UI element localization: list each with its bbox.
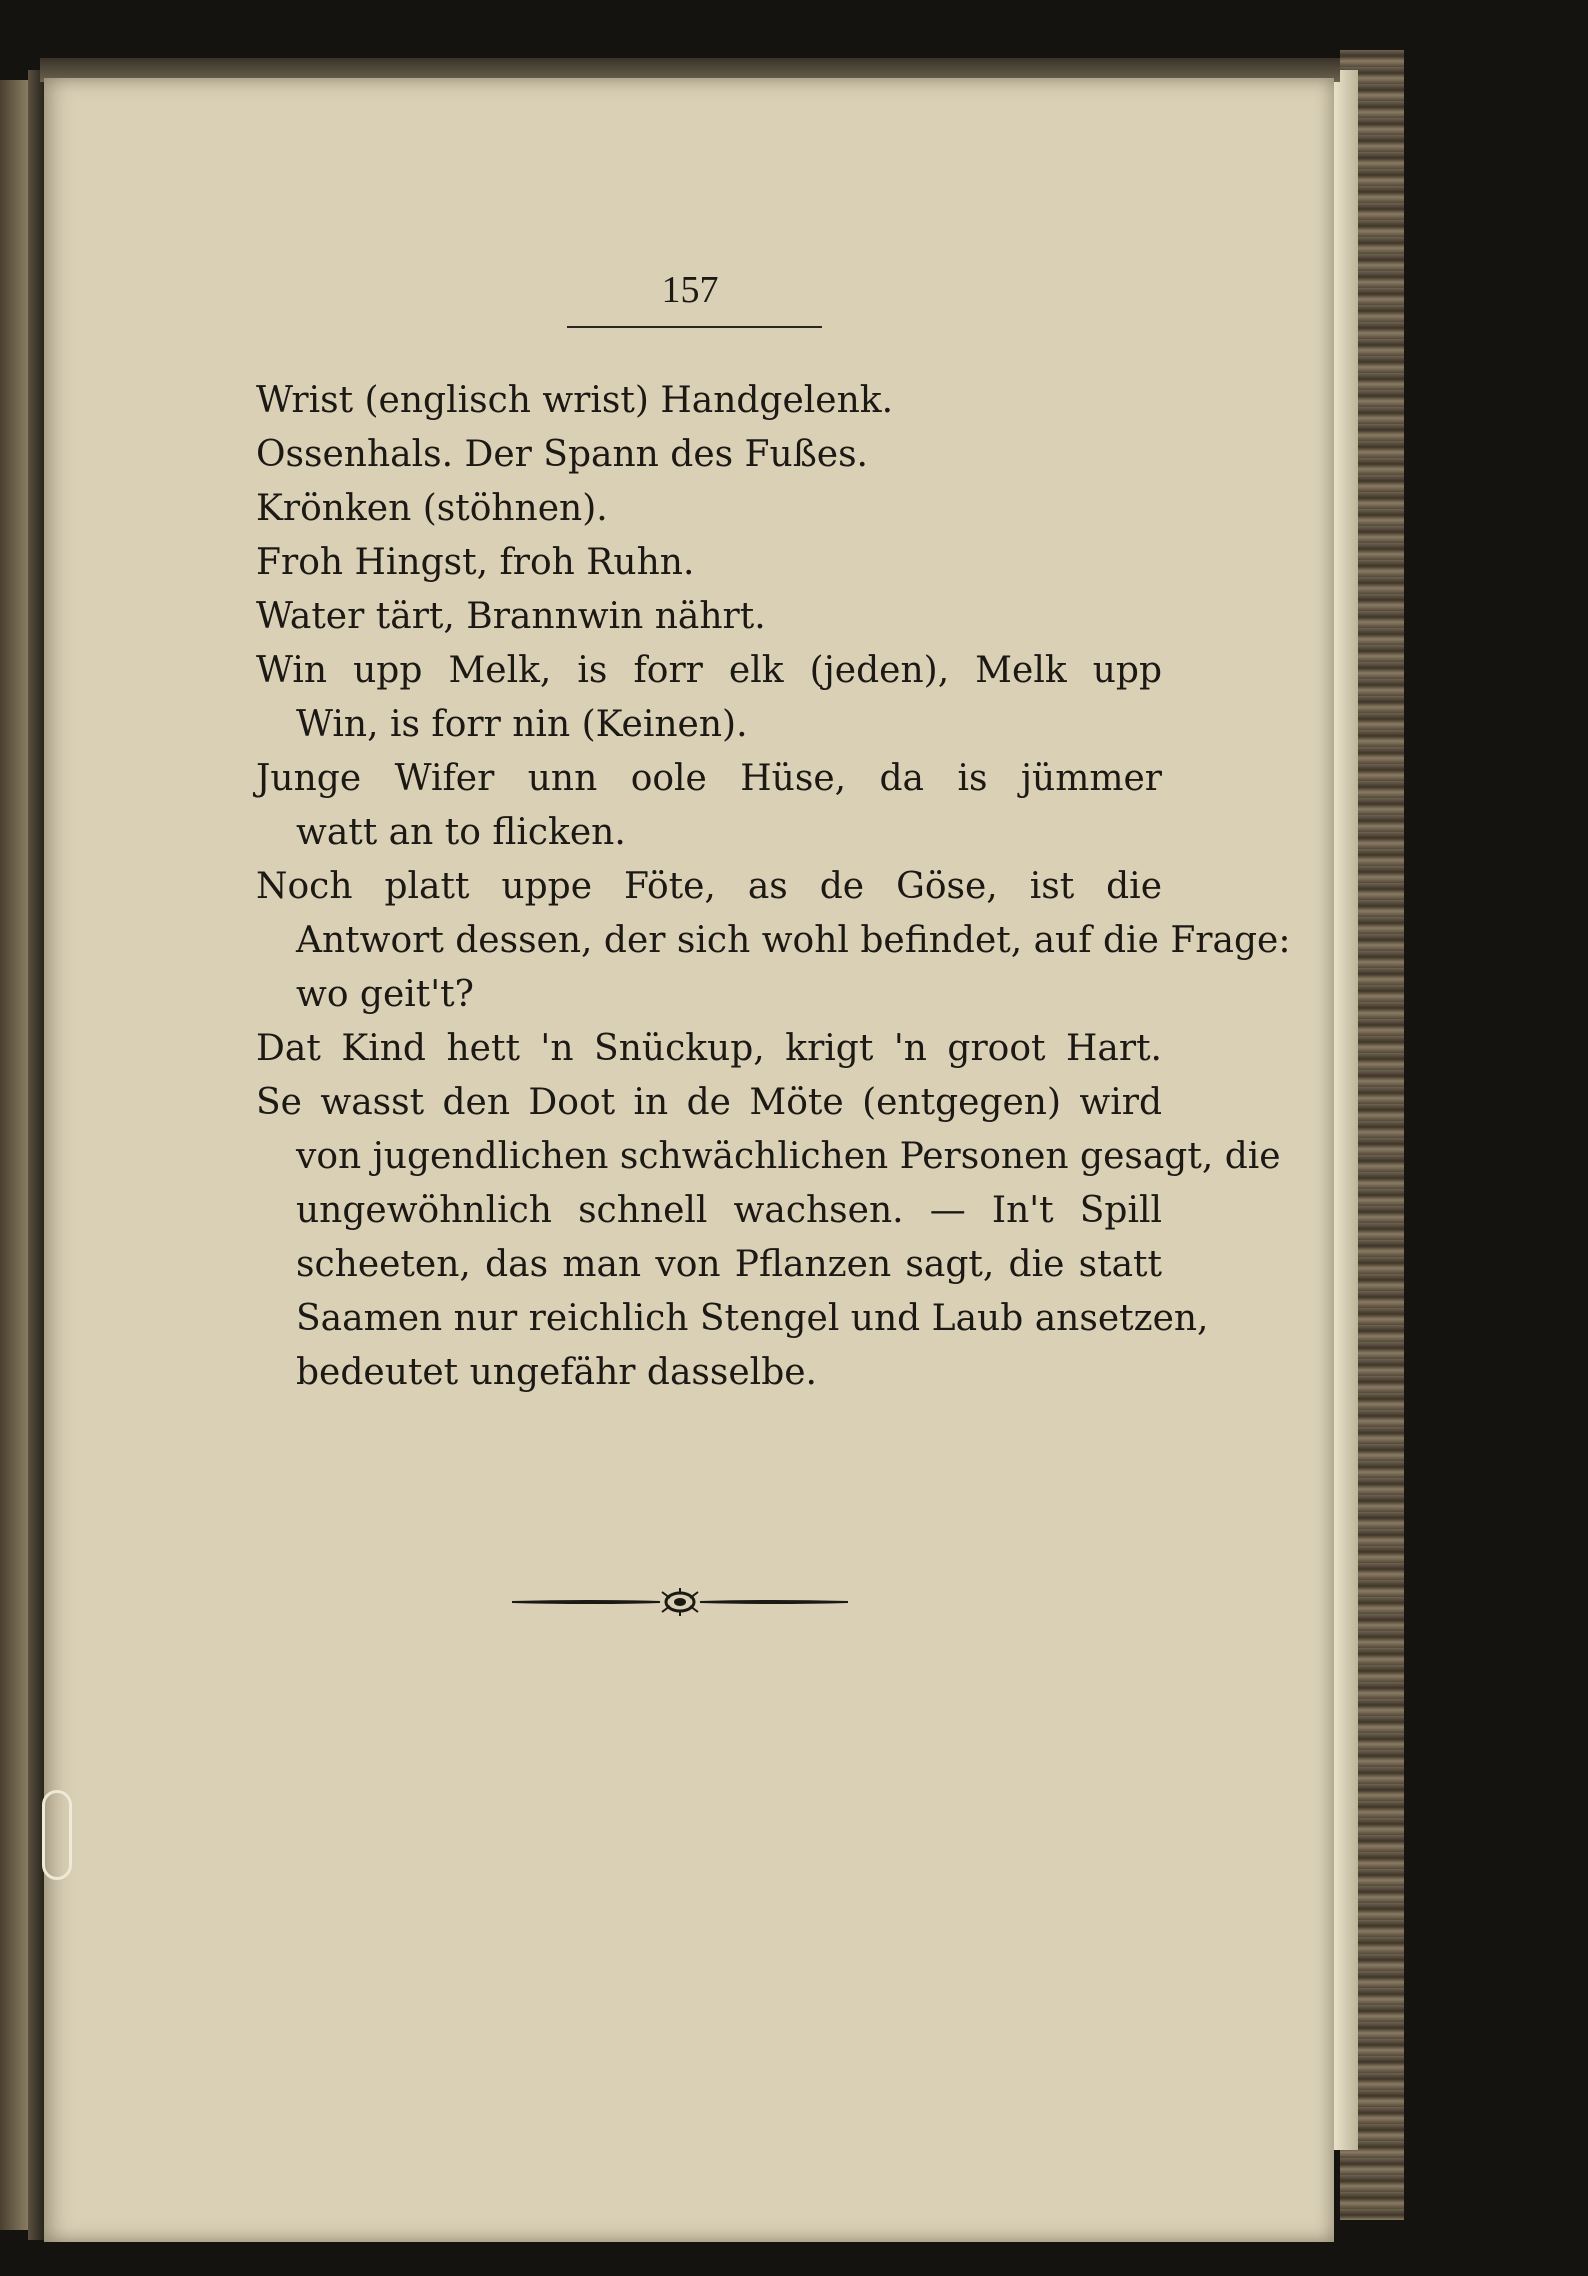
entry-5 bbox=[256, 590, 1162, 644]
ornament-divider-icon bbox=[510, 1582, 850, 1622]
text-line: Ossenhals. Der Spann des Fußes. bbox=[256, 434, 868, 475]
entry-10 bbox=[256, 1076, 1281, 1400]
text-line: wo geit't? bbox=[296, 974, 474, 1015]
text-line: Win, is forr nin (Keinen). bbox=[296, 704, 748, 745]
text-line: scheeten, das man von Pflanzen sagt, die statt bbox=[296, 1244, 1162, 1285]
text-line: bedeutet ungefähr dasselbe. bbox=[296, 1352, 817, 1393]
text-line: Wrist (englisch wrist) Handgelenk. bbox=[256, 380, 894, 421]
header-rule bbox=[567, 326, 822, 328]
text-line: Froh Hingst, froh Ruhn. bbox=[256, 542, 695, 583]
entry-2 bbox=[256, 428, 1162, 482]
text-line: ungewöhnlich schnell wachsen. — In't Spill bbox=[296, 1190, 1162, 1231]
entry-7 bbox=[256, 752, 1162, 860]
text-line: Krönken (stöhnen). bbox=[256, 488, 608, 529]
entry-9 bbox=[256, 1022, 1162, 1076]
text-line: Saamen nur reichlich Stengel und Laub ansetzen, bbox=[296, 1298, 1209, 1339]
text-line: Se wasst den Doot in de Möte (entgegen) wird bbox=[256, 1082, 1162, 1123]
entry-3 bbox=[256, 482, 1162, 536]
entry-6 bbox=[256, 644, 1162, 752]
text-line: von jugendlichen schwächlichen Personen gesagt, die bbox=[296, 1136, 1281, 1177]
entry-8 bbox=[256, 860, 1291, 1022]
text-line: Water tärt, Brannwin nährt. bbox=[256, 596, 766, 637]
page-text bbox=[256, 374, 1291, 1400]
entry-1 bbox=[256, 374, 1162, 428]
text-line: Junge Wifer unn oole Hüse, da is jümmer bbox=[256, 758, 1162, 799]
text-line: Noch platt uppe Föte, as de Göse, ist die bbox=[256, 866, 1162, 907]
paper-tear-mark bbox=[42, 1790, 72, 1880]
text-line: Dat Kind hett 'n Snückup, krigt 'n groot Hart. bbox=[256, 1028, 1162, 1069]
text-line: Win upp Melk, is forr elk (jeden), Melk upp bbox=[256, 650, 1162, 691]
text-line: Antwort dessen, der sich wohl befindet, auf die Frage: bbox=[296, 920, 1291, 961]
text-line: watt an to flicken. bbox=[296, 812, 626, 853]
entry-4 bbox=[256, 536, 1162, 590]
page-number: 157 bbox=[661, 269, 719, 311]
